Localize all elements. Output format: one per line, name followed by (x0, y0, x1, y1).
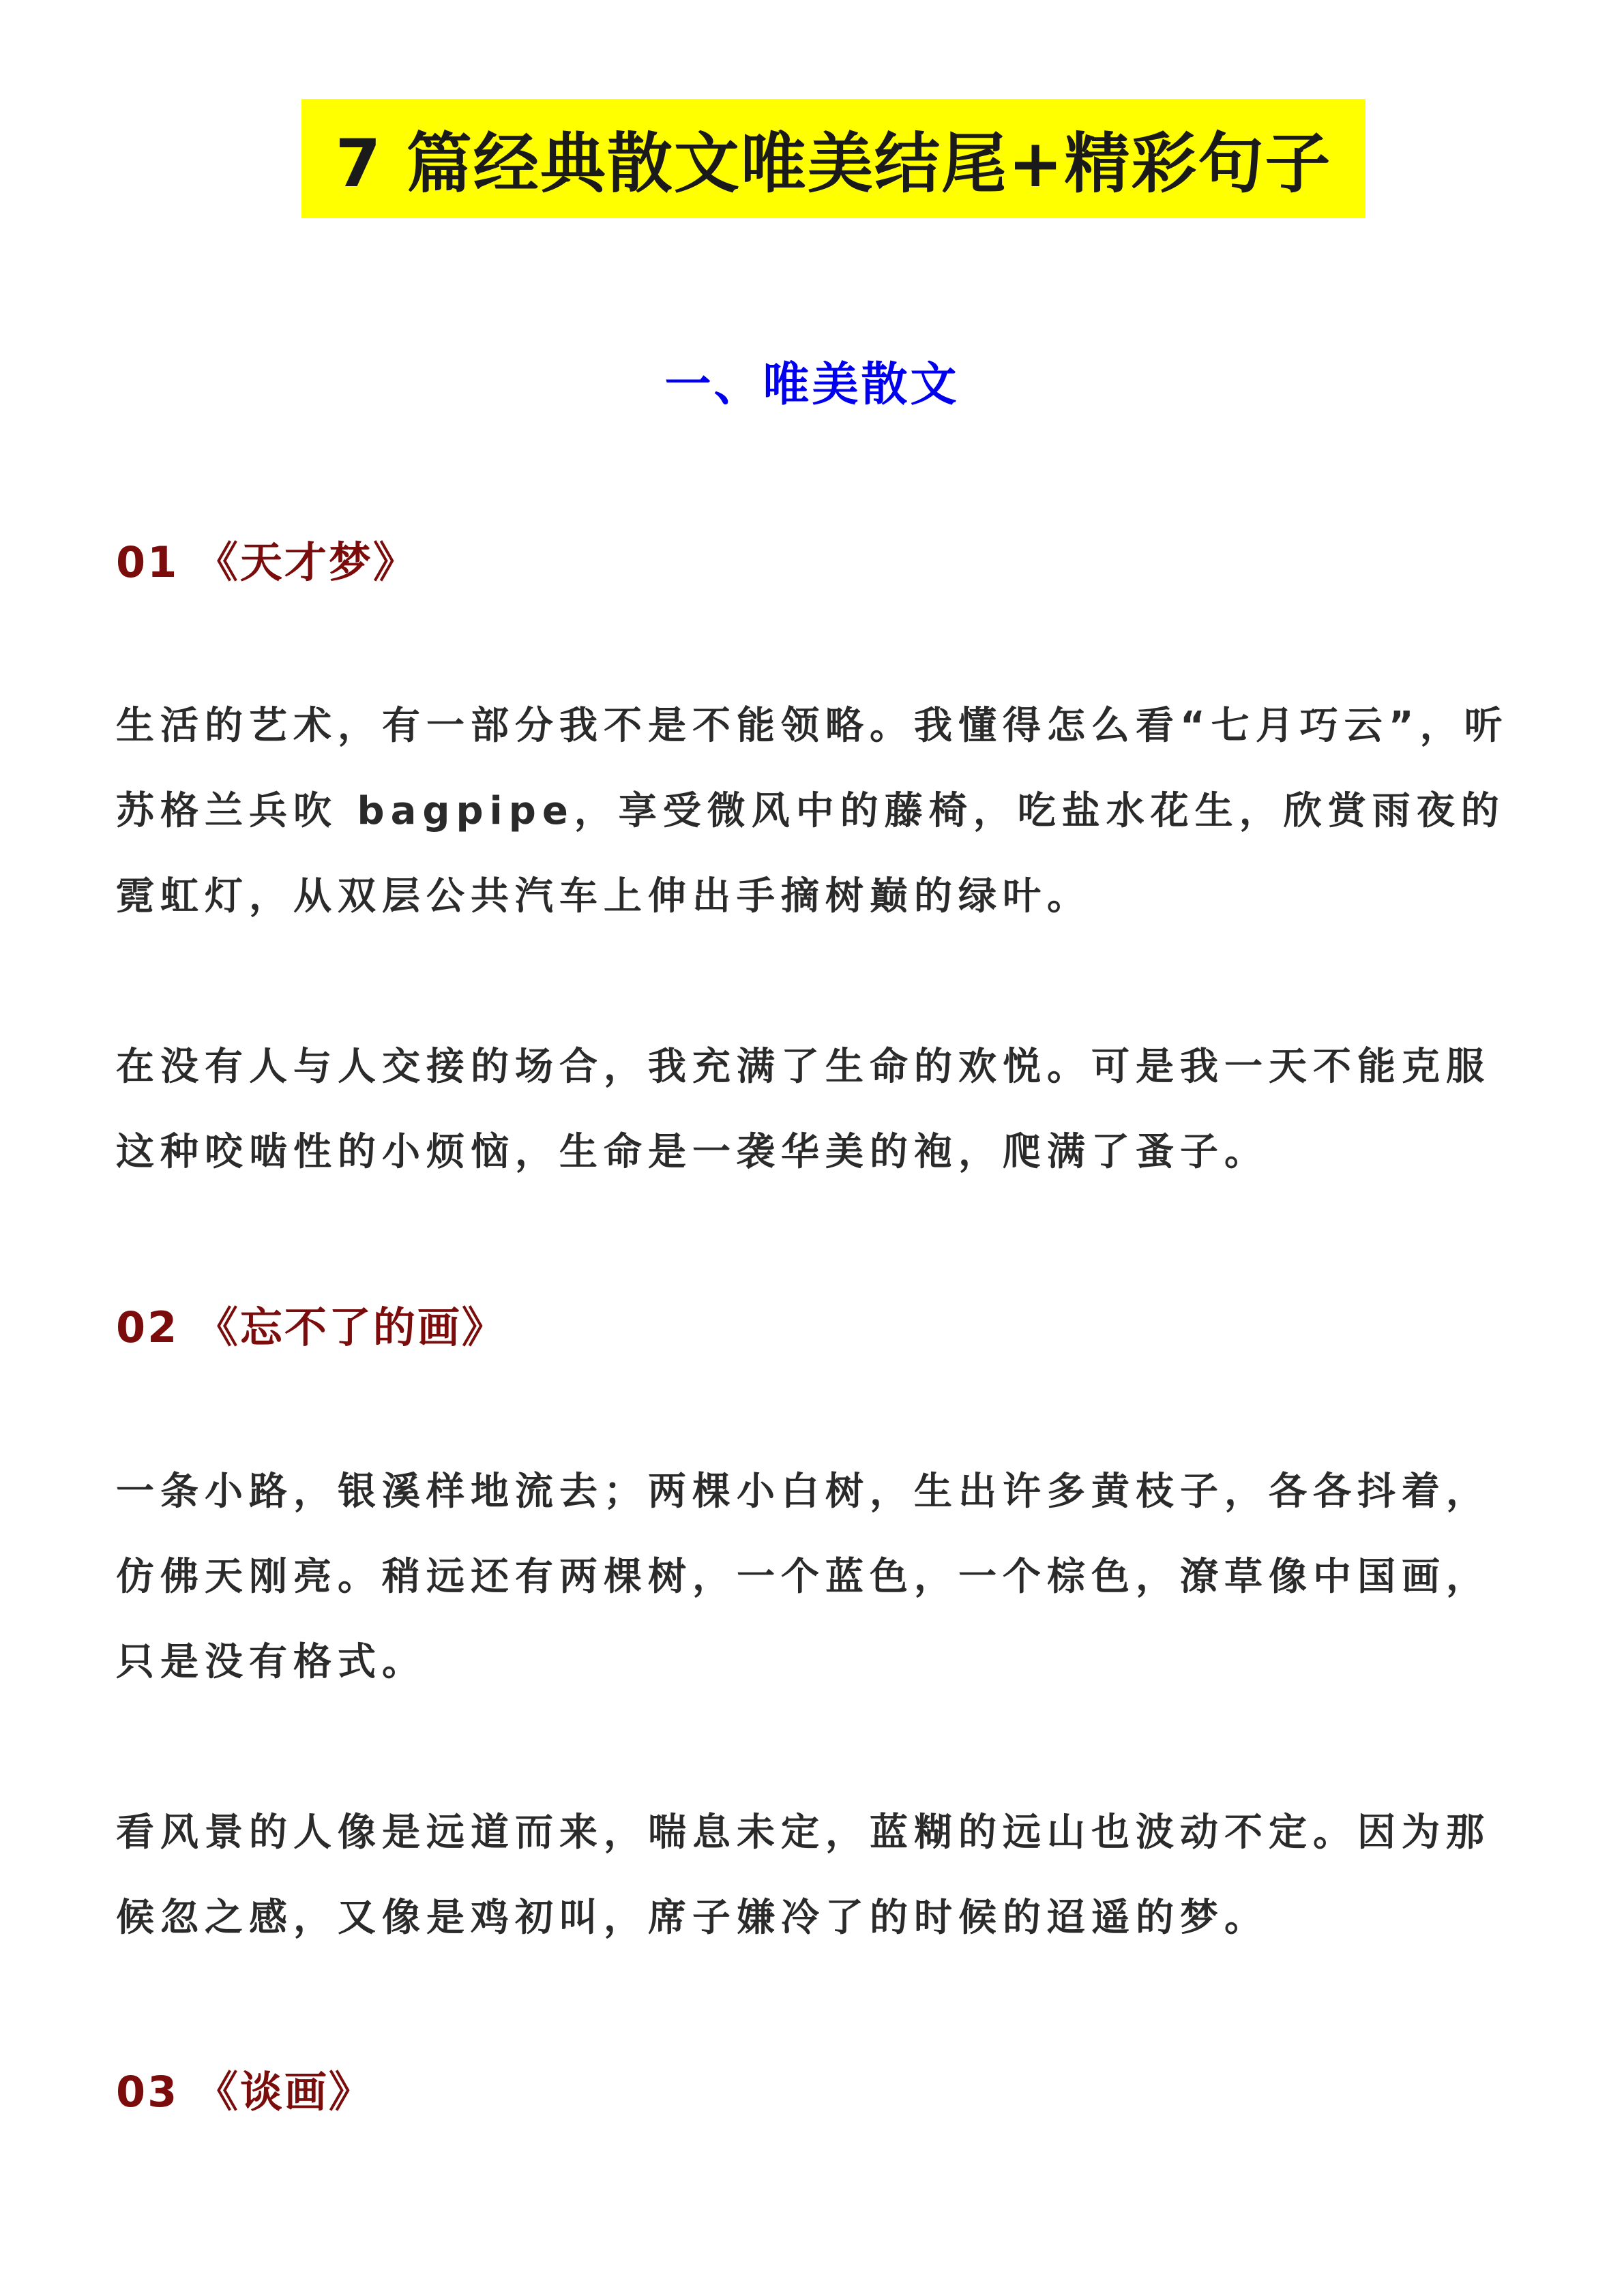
essay-heading-02: 02 《忘不了的画》 (116, 1302, 506, 1352)
essay-01-paragraph-1: 生活的艺术，有一部分我不是不能领略。我懂得怎么看“七月巧云”，听苏格兰兵吹 bagpipe，享受微风中的藤椅，吃盐水花生，欣赏雨夜的霓虹灯，从双层公共汽车上伸出手摘树巅的绿叶。 (116, 704, 1509, 919)
essay-heading-03: 03 《谈画》 (116, 2067, 373, 2117)
section-heading: 一、唯美散文 (664, 358, 960, 412)
essay-02-paragraph-1: 一条小路，银溪样地流去；两棵小白树，生出许多黄枝子，各各抖着，仿佛天刚亮。稍远还有两棵树，一个蓝色，一个棕色，潦草像中国画，只是没有格式。 (116, 1470, 1490, 1684)
page-title: 7 篇经典散文唯美结尾+精彩句子 (335, 125, 1332, 202)
essay-heading-01: 01 《天才梦》 (116, 537, 417, 587)
title-banner (301, 99, 1365, 218)
essay-02-paragraph-2: 看风景的人像是远道而来，喘息未定，蓝糊的远山也波动不定。因为那候忽之感，又像是鸡初叫，席子嫌冷了的时候的迢遥的梦。 (116, 1810, 1490, 1940)
essay-01-paragraph-2: 在没有人与人交接的场合，我充满了生命的欢悦。可是我一天不能克服这种咬啮性的小烦恼，生命是一袭华美的袍，爬满了蚤子。 (116, 1045, 1490, 1174)
